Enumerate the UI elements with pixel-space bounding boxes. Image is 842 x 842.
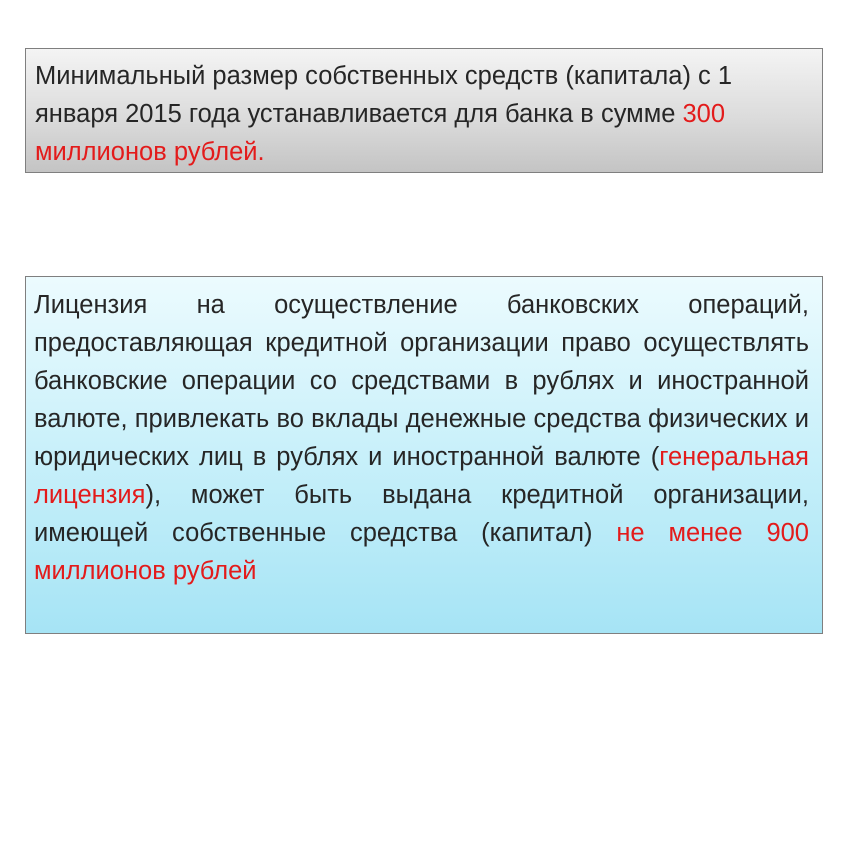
general-license-highlight: генеральная лицензия bbox=[34, 443, 809, 509]
license-text-part1: Лицензия на осуществление банковских операций, предоставляющая кредитной организации право осуществлять банковские операции со средствами в рублях и иностранной валюте, привлекать во вклады денежные средства физических и юридических лиц в рублях и иностранной валюте ( bbox=[34, 291, 809, 471]
capital-requirement-main: Минимальный размер собственных средств (капитала) с 1 января 2015 года устанавливается для банка в сумме bbox=[35, 62, 733, 128]
license-amount-highlight: не менее 900 миллионов рублей bbox=[34, 519, 809, 585]
capital-requirement-text bbox=[35, 57, 812, 171]
capital-amount-highlight: 300 миллионов рублей. bbox=[35, 100, 726, 166]
capital-requirement-box bbox=[25, 48, 823, 173]
general-license-box bbox=[25, 276, 823, 634]
license-text-part2: ), может быть выдана кредитной организации, имеющей собственные средства (капитал) bbox=[34, 481, 809, 547]
general-license-text bbox=[34, 286, 809, 590]
